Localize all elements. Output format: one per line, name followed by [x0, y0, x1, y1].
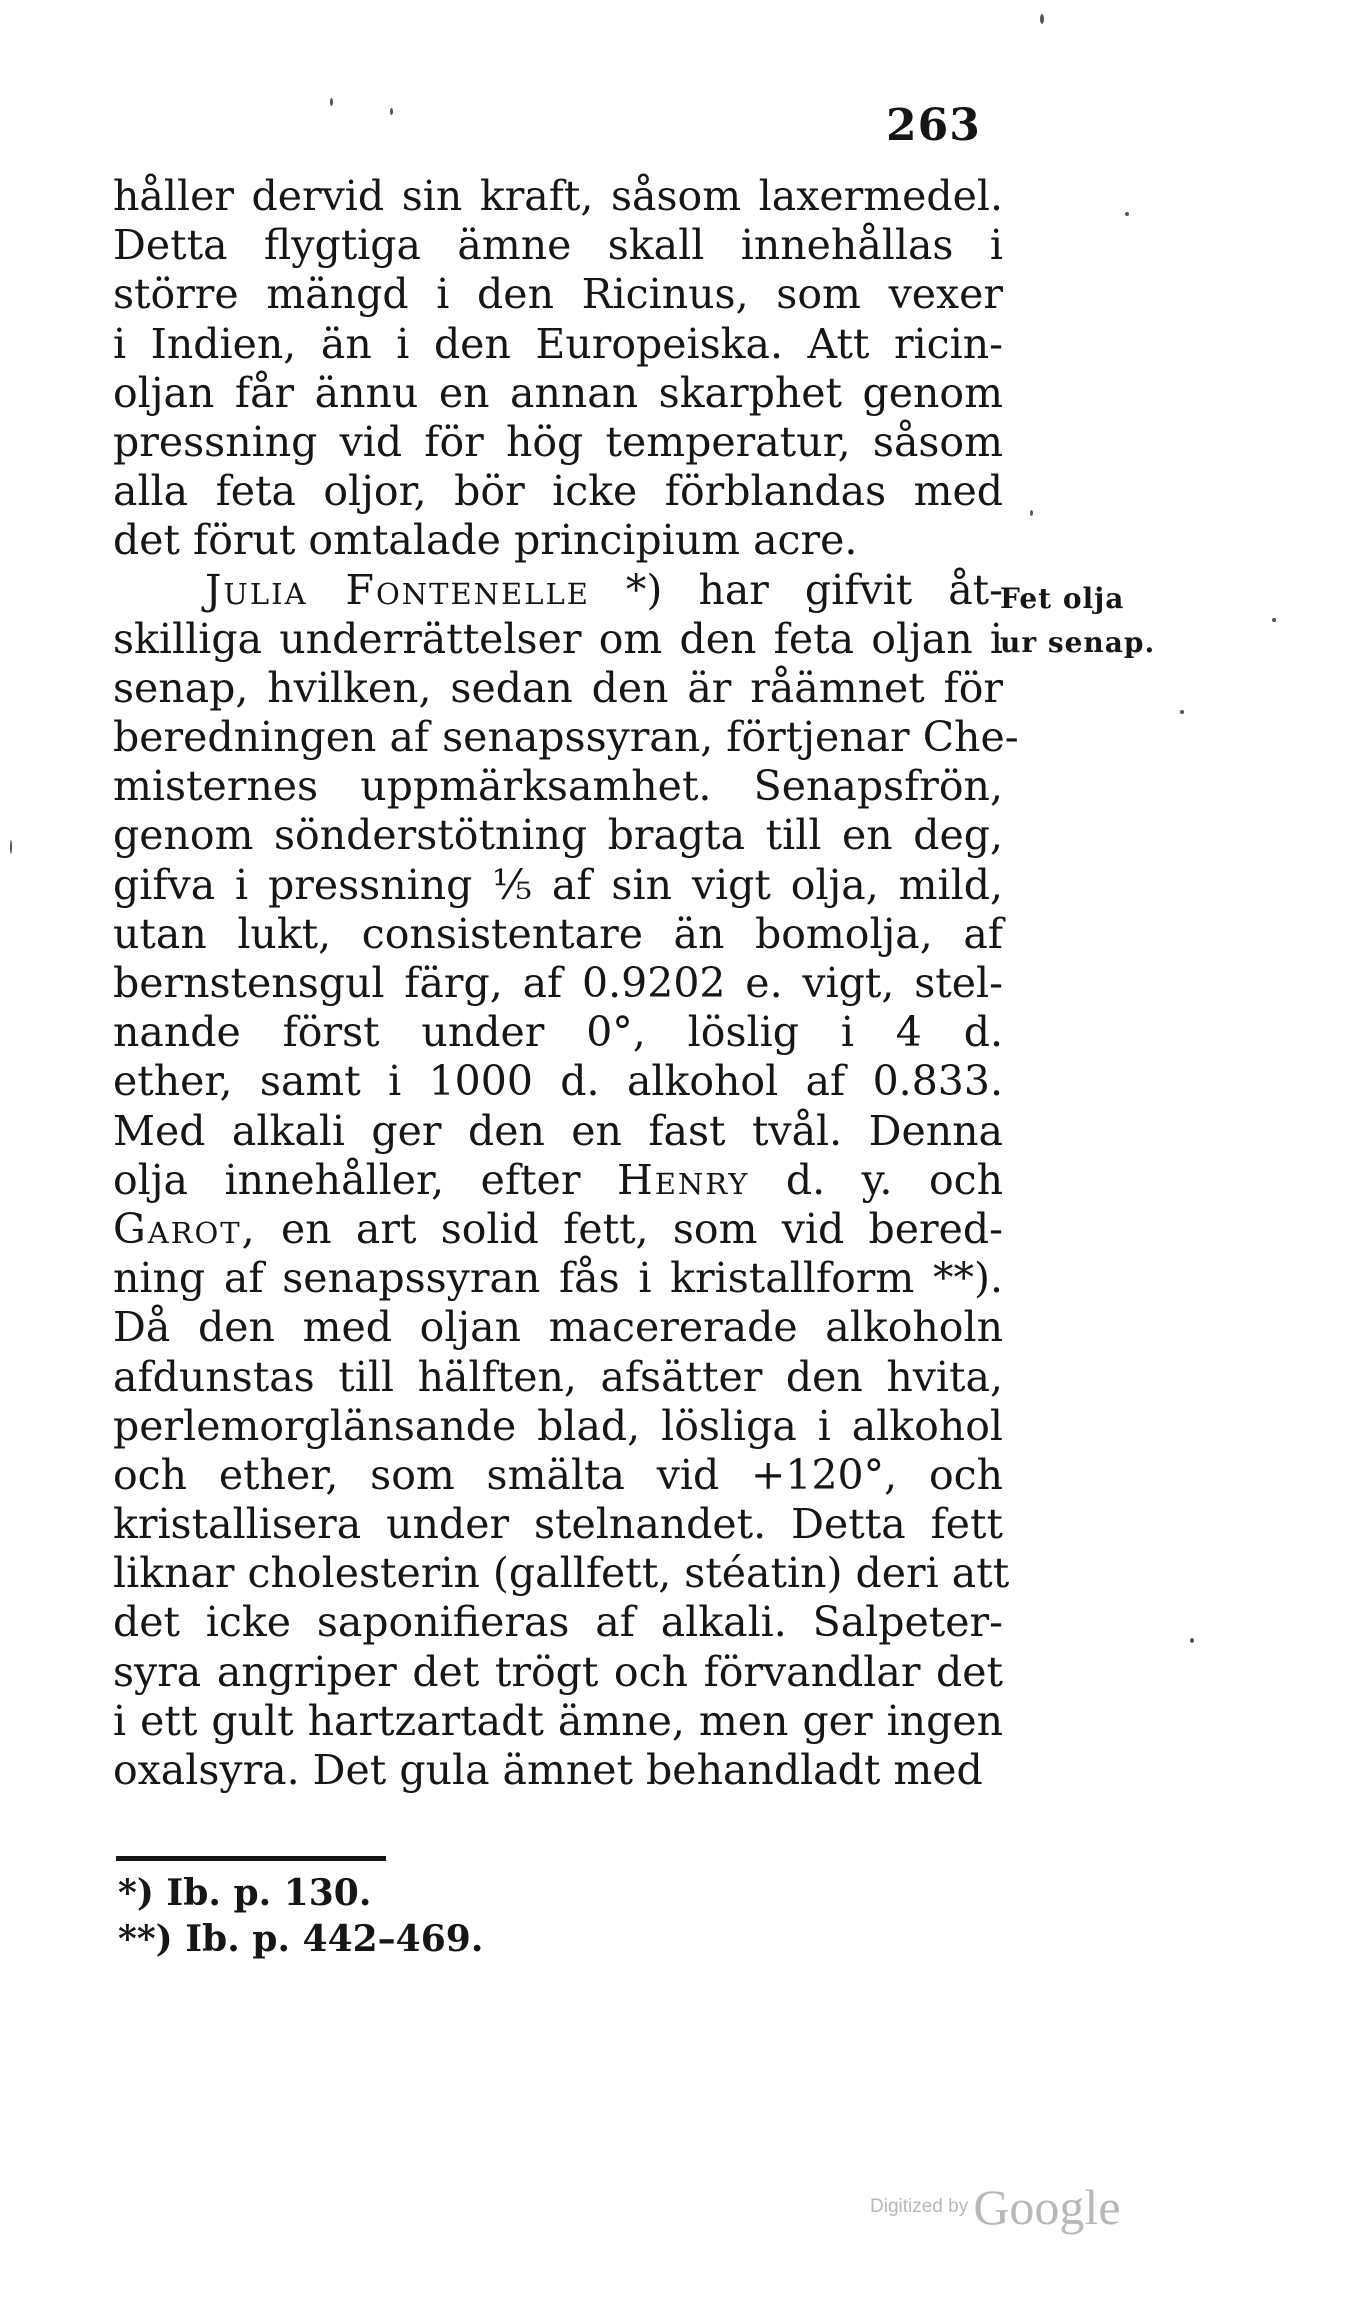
text-line-5: oljan får ännu en annan skarphet genom: [113, 368, 1003, 417]
text-line-30: det icke saponifieras af alkali. Salpeter-: [113, 1598, 1003, 1647]
text-line-13: misternes uppmärksamhet. Senapsfrön,: [113, 762, 1003, 811]
scan-speck: [10, 840, 12, 854]
text-line-14: genom sönderstötning bragta till en deg,: [113, 811, 1003, 860]
text-line-24: Då den med oljan macererade alkoholn: [113, 1303, 1003, 1352]
text-line-31: syra angriper det trögt och förvandlar det: [113, 1647, 1003, 1696]
text-line-4: i Indien, än i den Europeiska. Att ricin-: [113, 319, 1003, 368]
text-line-7: alla feta oljor, bör icke förblandas med: [113, 467, 1003, 516]
author-henry: Henry: [616, 1155, 750, 1204]
text-line-18: nande först under 0°, löslig i 4 d.: [113, 1008, 1003, 1057]
watermark-prefix: Digitized by: [870, 2196, 969, 2217]
scan-speck: [390, 108, 393, 115]
text-line-22-after: en art solid fett, som vid bered-: [280, 1204, 1003, 1253]
text-line-9: [113, 566, 1003, 615]
footnote-2: **) Ib. p. 442–469.: [118, 1918, 484, 1960]
text-line-3: större mängd i den Ricinus, som vexer: [113, 270, 1003, 319]
digitized-watermark: [870, 2178, 1121, 2236]
scan-speck: [1190, 1638, 1194, 1643]
text-line-10: skilliga underrättelser om den feta oljan i: [113, 614, 1003, 663]
text-line-17: bernstensgul färg, af 0.9202 e. vigt, stel-: [113, 959, 1003, 1007]
footnotes: [118, 1870, 483, 1962]
text-line-12: beredningen af senapssyran, förtjenar Che-: [113, 713, 1019, 762]
text-line-6: pressning vid för hög temperatur, såsom: [113, 417, 1003, 466]
text-line-33: oxalsyra. Det gula ämnet behandladt med: [113, 1746, 983, 1794]
text-line-2: Detta flygtiga ämne skall innehållas i: [113, 221, 1003, 270]
author-julia-fontenelle: Julia Fontenelle: [205, 565, 590, 614]
text-line-21-before: olja innehåller, efter: [113, 1155, 581, 1204]
text-line-11: senap, hvilken, sedan den är råämnet för: [113, 663, 1003, 712]
text-line-29: liknar cholesterin (gallfett, stéatin) deri att: [113, 1549, 1010, 1598]
body-text: [113, 172, 1019, 1795]
text-line-26: perlemorglänsande blad, lösliga i alkohol: [113, 1401, 1003, 1450]
scan-speck: [1040, 14, 1044, 24]
footnote-rule: [116, 1856, 386, 1861]
text-line-19: ether, samt i 1000 d. alkohol af 0.833.: [113, 1057, 1003, 1106]
footnote-1: *) Ib. p. 130.: [118, 1872, 372, 1914]
text-line-21-after: d. y. och: [785, 1155, 1003, 1204]
text-line-1: håller dervid sin kraft, såsom laxermedel.: [113, 172, 1003, 220]
margin-note-line-1: Fet olja: [1000, 582, 1125, 615]
author-garot: Garot,: [113, 1204, 257, 1253]
scan-speck: [1272, 618, 1276, 622]
text-line-28: kristallisera under stelnandet. Detta fett: [113, 1500, 1003, 1549]
text-line-32: i ett gult hartzartadt ämne, men ger ingen: [113, 1696, 1003, 1745]
page-number: 263: [886, 100, 981, 151]
scan-speck: [1030, 510, 1033, 516]
text-line-25: afdunstas till hälften, afsätter den hvita,: [113, 1352, 1003, 1401]
google-logo: Google: [973, 2179, 1121, 2235]
text-line-23: ning af senapssyran fås i kristallform **).: [113, 1254, 1003, 1303]
text-line-27: och ether, som smälta vid +120°, och: [113, 1450, 1003, 1499]
text-line-8: det förut omtalade principium acre.: [113, 516, 858, 565]
text-line-22: [113, 1205, 1003, 1254]
text-line-9-rest: har gifvit åt-: [698, 565, 1003, 614]
scan-speck: [330, 98, 333, 106]
text-line-21: [113, 1156, 1003, 1205]
text-line-16: utan lukt, consistentare än bomolja, af: [113, 909, 1003, 958]
footnote-mark-1: *): [625, 565, 663, 614]
margin-note-line-2: ur senap.: [1000, 626, 1156, 659]
scan-speck: [1180, 710, 1184, 714]
scan-speck: [1125, 212, 1129, 216]
text-line-20: Med alkali ger den en fast tvål. Denna: [113, 1106, 1003, 1155]
text-line-15: gifva i pressning ⅕ af sin vigt olja, mild,: [113, 860, 1003, 909]
